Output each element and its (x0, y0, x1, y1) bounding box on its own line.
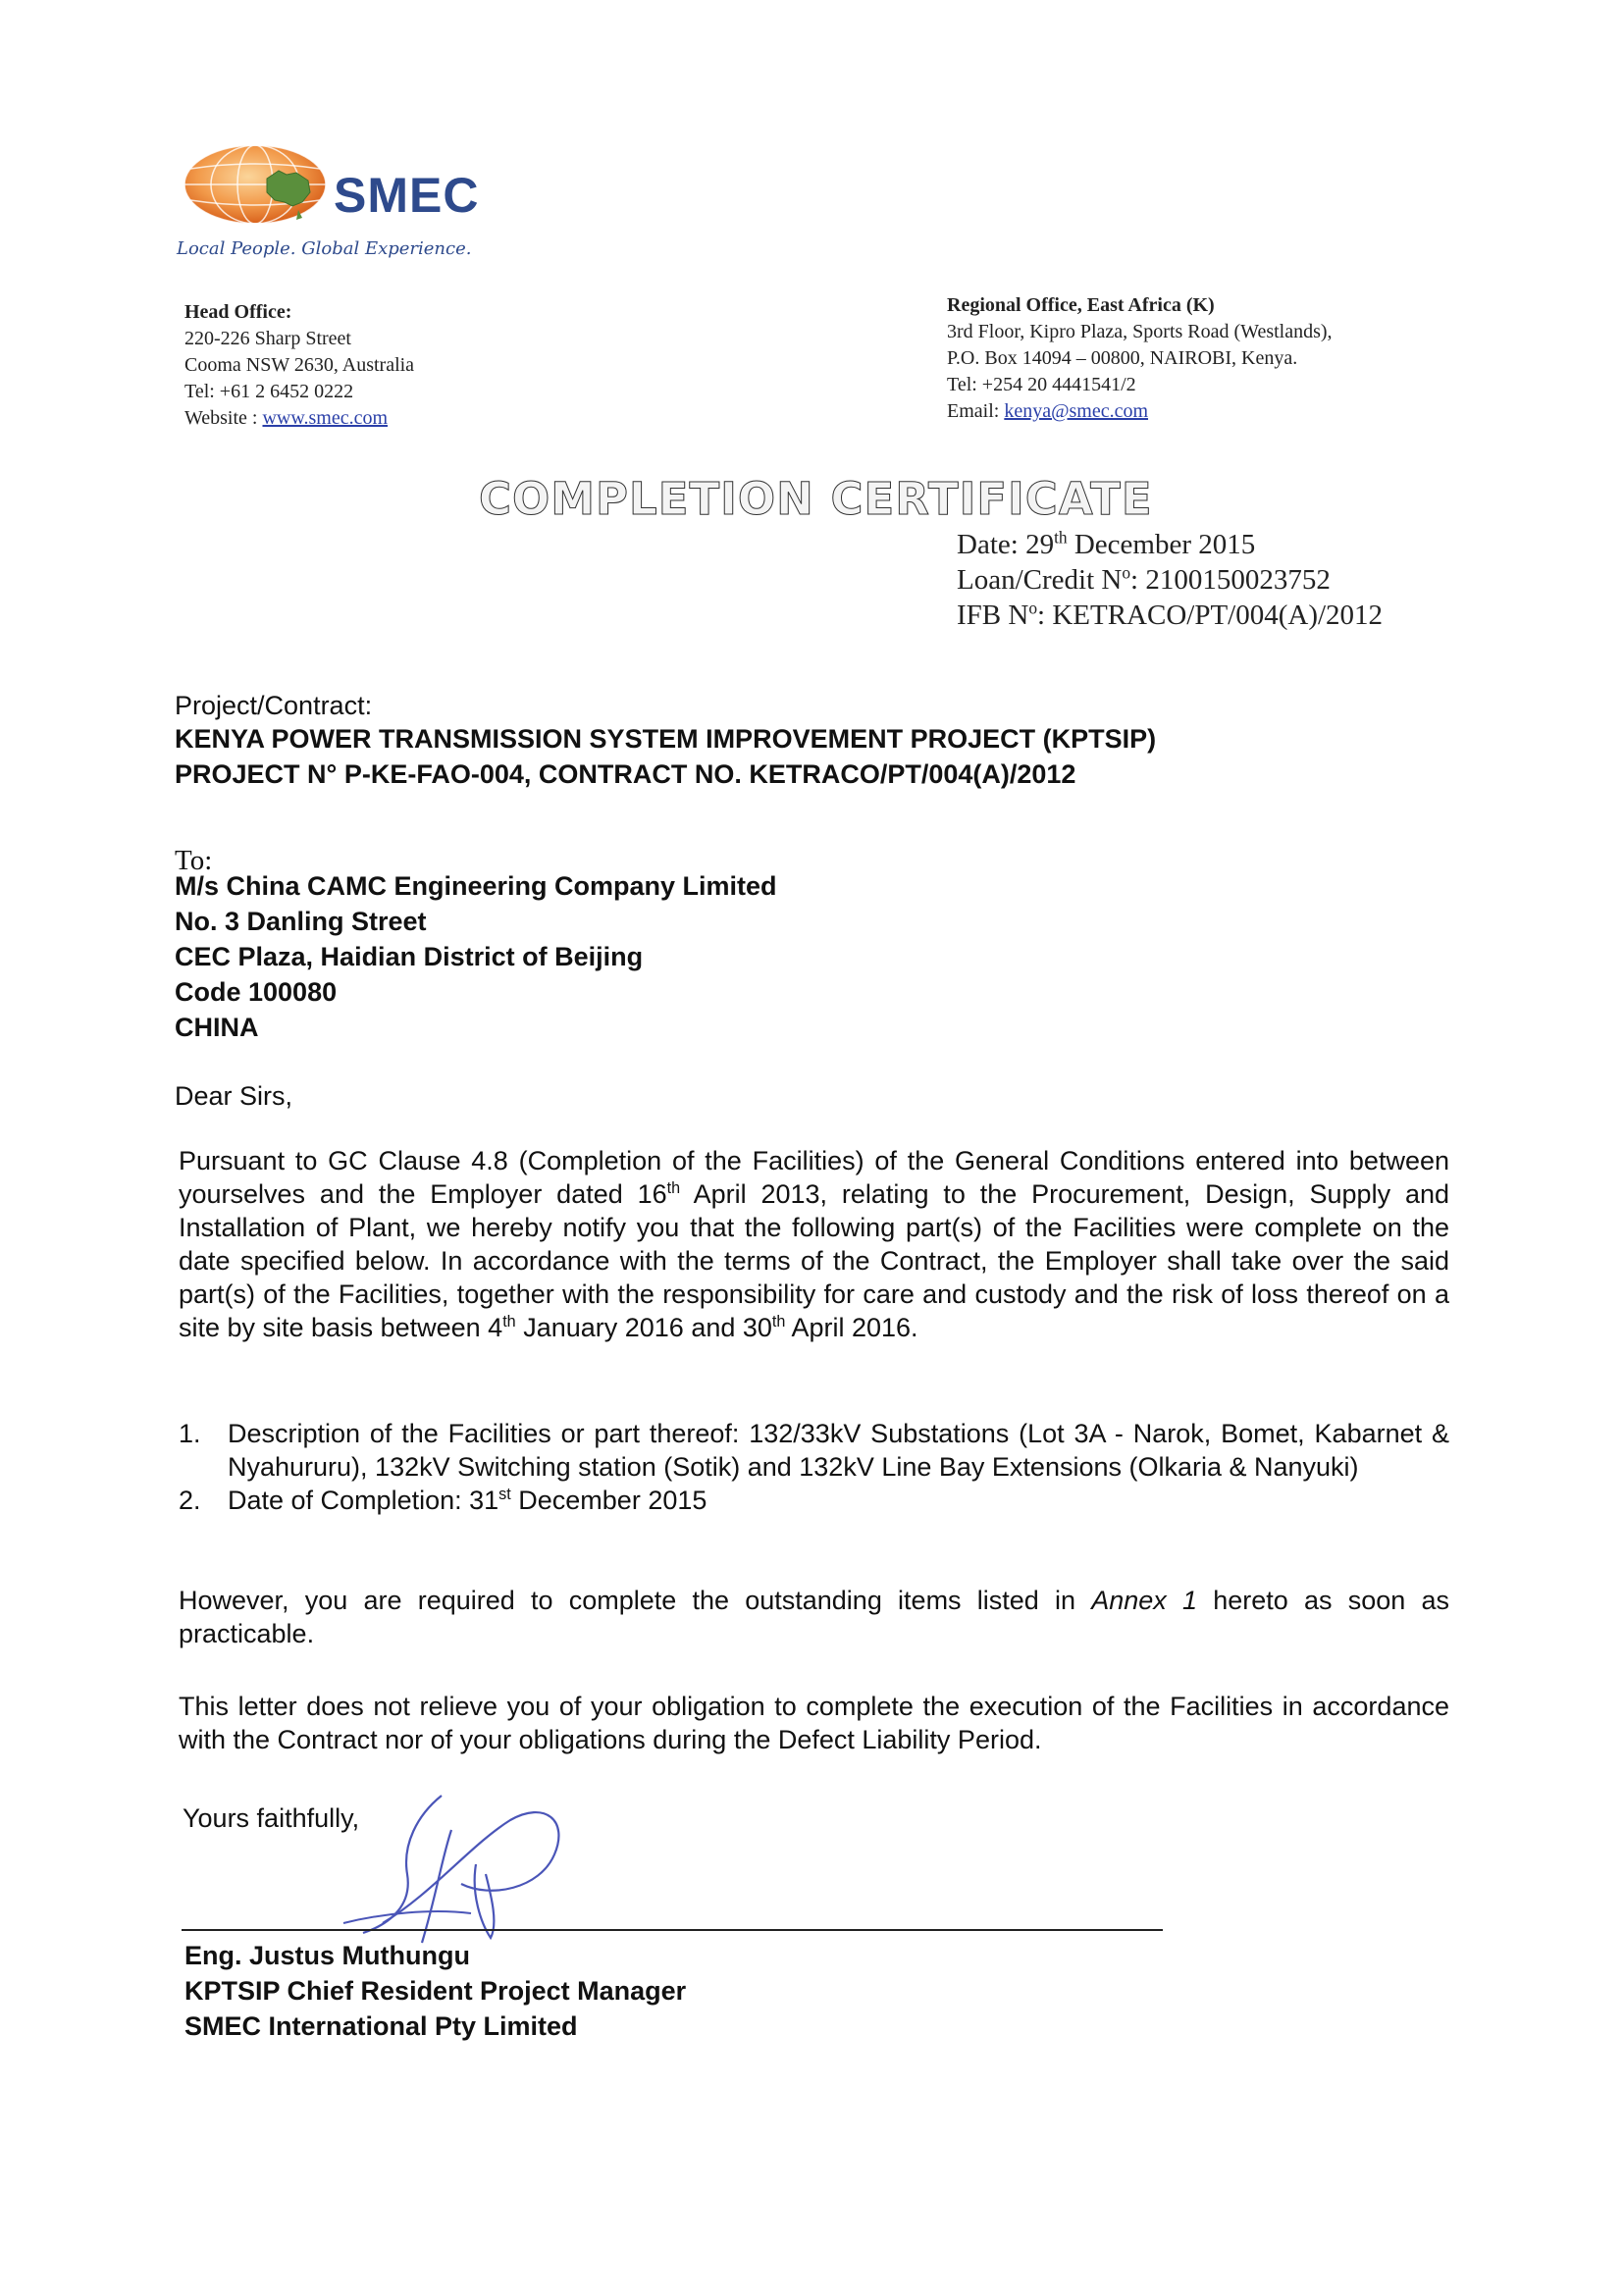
date-rest: December 2015 (1073, 529, 1256, 560)
recipient-line: Code 100080 (175, 977, 338, 1007)
project-title: KENYA POWER TRANSMISSION SYSTEM IMPROVEMENT PROJECT (KPTSIP) (175, 724, 1157, 754)
body-text: However, you are required to complete the outstanding items listed in (179, 1586, 1092, 1615)
body-text: April 2016. (785, 1313, 918, 1342)
recipient-line: CEC Plaza, Haidian District of Beijing (175, 942, 644, 971)
ordinal-suffix: th (502, 1313, 516, 1331)
ordinal-suffix: st (498, 1486, 511, 1503)
date-day: 29 (1025, 529, 1055, 560)
ifb-value: : KETRACO/PT/004(A)/2012 (1037, 600, 1384, 631)
list-item (179, 1484, 1449, 1517)
project-number: PROJECT N° P-KE-FAO-004, CONTRACT NO. KETRACO/PT/004(A)/2012 (175, 759, 1076, 789)
email-link[interactable]: kenya@smec.com (1004, 400, 1149, 422)
facilities-list (179, 1417, 1449, 1517)
ifb-label: IFB N (957, 600, 1029, 631)
head-office-heading: Head Office: (184, 301, 292, 323)
loan-sup: o (1122, 562, 1131, 583)
list-number: 2. (179, 1486, 201, 1515)
list-text: Description of the Facilities or part thereof: 132/33kV Substations (Lot 3A - Narok, Bomet, Kabarnet & Nyahururu), 132kV Switching station (Sotik) and 132kV Line Bay Extensions (Olkaria & Nanyuki) (228, 1419, 1449, 1482)
recipient-line: No. 3 Danling Street (175, 907, 427, 936)
annex-reference: Annex 1 (1091, 1586, 1198, 1615)
ordinal-suffix: th (771, 1313, 786, 1331)
body-paragraph (179, 1584, 1449, 1650)
regional-office-line: Tel: +254 20 4441541/2 (947, 374, 1136, 395)
body-text: April 2013, relating to the Procurement, Design, Supply and Installation of Plant, we hereby notify you that the following part(s) of the Facilities were complete on the date specified below. In accordance with the terms of the Contract, the Employer shall take over the said part(s) of the Facilities, together with the responsibility for care and custody and the risk of loss thereof on a site by site basis between 4 (179, 1179, 1449, 1342)
to-label: To: (175, 845, 213, 876)
body-text: Pursuant to GC Clause 4.8 (Completion of the Facilities) of the General Conditions entered into between yourselves and the Employer dated 16 (179, 1146, 1449, 1209)
regional-office-line: 3rd Floor, Kipro Plaza, Sports Road (Westlands), (947, 321, 1333, 342)
body-paragraph (179, 1144, 1449, 1344)
website-link[interactable]: www.smec.com (262, 407, 389, 429)
date-label: Date: (957, 529, 1019, 560)
ifb-sup: o (1028, 598, 1038, 618)
logo-tagline: Local People. Global Experience. (177, 238, 472, 259)
handwritten-signature (324, 1776, 579, 1953)
website-label: Website : (184, 407, 263, 429)
date-day-suffix: th (1054, 527, 1068, 548)
regional-office-heading: Regional Office, East Africa (K) (947, 294, 1215, 316)
logo-wordmark: SMEC (334, 168, 480, 223)
head-office-line: Tel: +61 2 6452 0222 (184, 381, 354, 402)
signer-name: Eng. Justus Muthungu (184, 1941, 470, 1970)
closing: Yours faithfully, (183, 1803, 360, 1833)
loan-row (957, 562, 1383, 598)
body-paragraph: This letter does not relieve you of your obligation to complete the execution of the Facilities in accordance with the Contract nor of your obligations during the Defect Liability Period. (179, 1692, 1449, 1754)
list-item (179, 1417, 1449, 1484)
globe-icon (177, 137, 334, 235)
certificate-title: COMPLETION CERTIFICATE (479, 473, 1153, 525)
reference-block (957, 527, 1383, 633)
regional-office-line: P.O. Box 14094 – 00800, NAIROBI, Kenya. (947, 347, 1298, 369)
list-text: December 2015 (510, 1486, 707, 1515)
regional-office-address (947, 292, 1333, 425)
ordinal-suffix: th (666, 1179, 681, 1197)
body-text: January 2016 and 30 (515, 1313, 772, 1342)
head-office-line: Cooma NSW 2630, Australia (184, 354, 415, 376)
ifb-row (957, 598, 1383, 633)
email-label: Email: (947, 400, 1005, 422)
regional-office-email-row (947, 398, 1333, 425)
head-office-line: 220-226 Sharp Street (184, 328, 351, 349)
head-office-website-row (184, 405, 414, 432)
recipient-line: M/s China CAMC Engineering Company Limited (175, 871, 777, 901)
loan-label: Loan/Credit N (957, 564, 1123, 596)
project-label: Project/Contract: (175, 691, 373, 720)
recipient-line: CHINA (175, 1013, 259, 1042)
list-number: 1. (179, 1419, 201, 1448)
smec-logo (177, 137, 500, 275)
salutation: Dear Sirs, (175, 1081, 293, 1111)
signer-company: SMEC International Pty Limited (184, 2011, 578, 2041)
head-office-address (184, 299, 414, 432)
signer-role: KPTSIP Chief Resident Project Manager (184, 1976, 687, 2006)
date-row (957, 527, 1383, 562)
body-text: hereto as soon as practicable. (179, 1586, 1449, 1648)
signature-line (182, 1929, 1163, 1931)
signer-block (184, 1938, 686, 2044)
loan-value: : 2100150023752 (1130, 564, 1331, 596)
list-text: Date of Completion: 31 (228, 1486, 499, 1515)
